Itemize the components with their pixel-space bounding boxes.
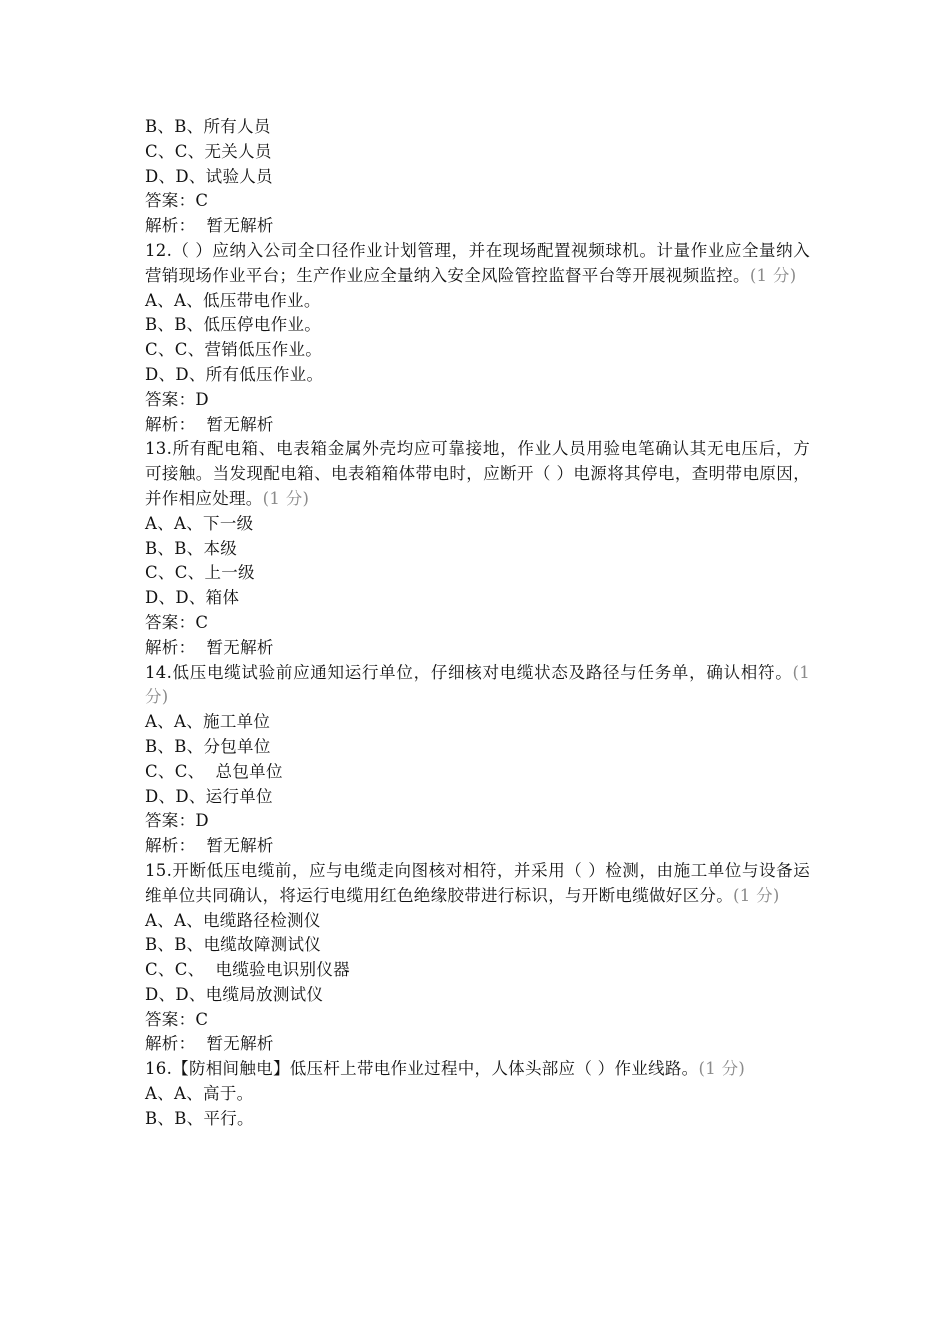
question-12 — [145, 239, 810, 437]
analysis-line: 解析： 暂无解析 — [145, 414, 274, 434]
question-16 — [145, 1057, 810, 1131]
option-c: C、C、 总包单位 — [145, 761, 283, 781]
answer-line: 答案：D — [145, 389, 209, 409]
stem-text: 12.（ ）应纳入公司全口径作业计划管理，并在现场配置视频球机。计量作业应全量纳入营销现场作业平台；生产作业应全量纳入安全风险管控监督平台等开展视频监控。 — [145, 240, 810, 285]
analysis-line: 解析： 暂无解析 — [145, 1034, 274, 1054]
option-d: D、D、电缆局放测试仪 — [145, 984, 324, 1004]
question-stem — [145, 437, 810, 511]
option-a: A、A、下一级 — [145, 513, 254, 533]
answer-line: 答案：C — [145, 191, 209, 211]
option-c: C、C、 电缆验电识别仪器 — [145, 960, 350, 980]
score-label: (1 分) — [733, 885, 780, 905]
option-d: D、D、所有低压作业。 — [145, 364, 324, 384]
option-d: D、D、运行单位 — [145, 786, 273, 806]
question-14 — [145, 661, 810, 859]
score-label: (1 分) — [262, 488, 310, 508]
analysis-line: 解析： 暂无解析 — [145, 216, 274, 236]
option-d: D、D、试验人员 — [145, 166, 273, 186]
option-b: B、B、平行。 — [145, 1108, 254, 1128]
answer-line: 答案：C — [145, 612, 209, 632]
answer-line: 答案：C — [145, 1009, 209, 1029]
option-a: A、A、施工单位 — [145, 712, 271, 732]
score-label: (1 分) — [145, 662, 810, 707]
question-13 — [145, 437, 810, 660]
stem-text: 14.低压电缆试验前应通知运行单位，仔细核对电缆状态及路径与任务单，确认相符。 — [145, 662, 793, 682]
question-stem — [145, 661, 810, 711]
answer-line: 答案：D — [145, 811, 209, 831]
option-b: B、B、电缆故障测试仪 — [145, 935, 322, 955]
question-15 — [145, 859, 810, 1057]
option-a: A、A、电缆路径检测仪 — [145, 910, 321, 930]
option-b: B、B、本级 — [145, 538, 238, 558]
option-d: D、D、箱体 — [145, 588, 240, 608]
prev-question-tail — [145, 115, 810, 239]
document-page — [145, 115, 810, 1132]
option-b: B、B、低压停电作业。 — [145, 315, 322, 335]
option-b: B、B、所有人员 — [145, 117, 271, 136]
option-c: C、C、上一级 — [145, 563, 255, 583]
score-label: (1 分) — [698, 1059, 746, 1079]
stem-text: 15.开断低压电缆前，应与电缆走向图核对相符，并采用（ ）检测，由施工单位与设备运维单位共同确认，将运行电缆用红色绝缘胶带进行标识，与开断电缆做好区分。 — [145, 860, 810, 905]
option-a: A、A、低压带电作业。 — [145, 290, 321, 310]
question-stem — [145, 1057, 810, 1082]
question-stem — [145, 859, 810, 909]
score-label: (1 分) — [749, 265, 797, 285]
option-a: A、A、高于。 — [145, 1084, 254, 1104]
analysis-line: 解析： 暂无解析 — [145, 637, 274, 657]
analysis-line: 解析： 暂无解析 — [145, 836, 274, 856]
stem-text: 13.所有配电箱、电表箱金属外壳均应可靠接地，作业人员用验电笔确认其无电压后，方可接触。当发现配电箱、电表箱箱体带电时，应断开（ ）电源将其停电，查明带电原因，并作相应处理。 — [145, 439, 810, 508]
option-b: B、B、分包单位 — [145, 736, 271, 756]
stem-text: 16.【防相间触电】低压杆上带电作业过程中，人体头部应（ ）作业线路。 — [145, 1059, 699, 1079]
option-c: C、C、营销低压作业。 — [145, 340, 323, 360]
question-stem — [145, 239, 810, 289]
option-c: C、C、无关人员 — [145, 141, 272, 161]
